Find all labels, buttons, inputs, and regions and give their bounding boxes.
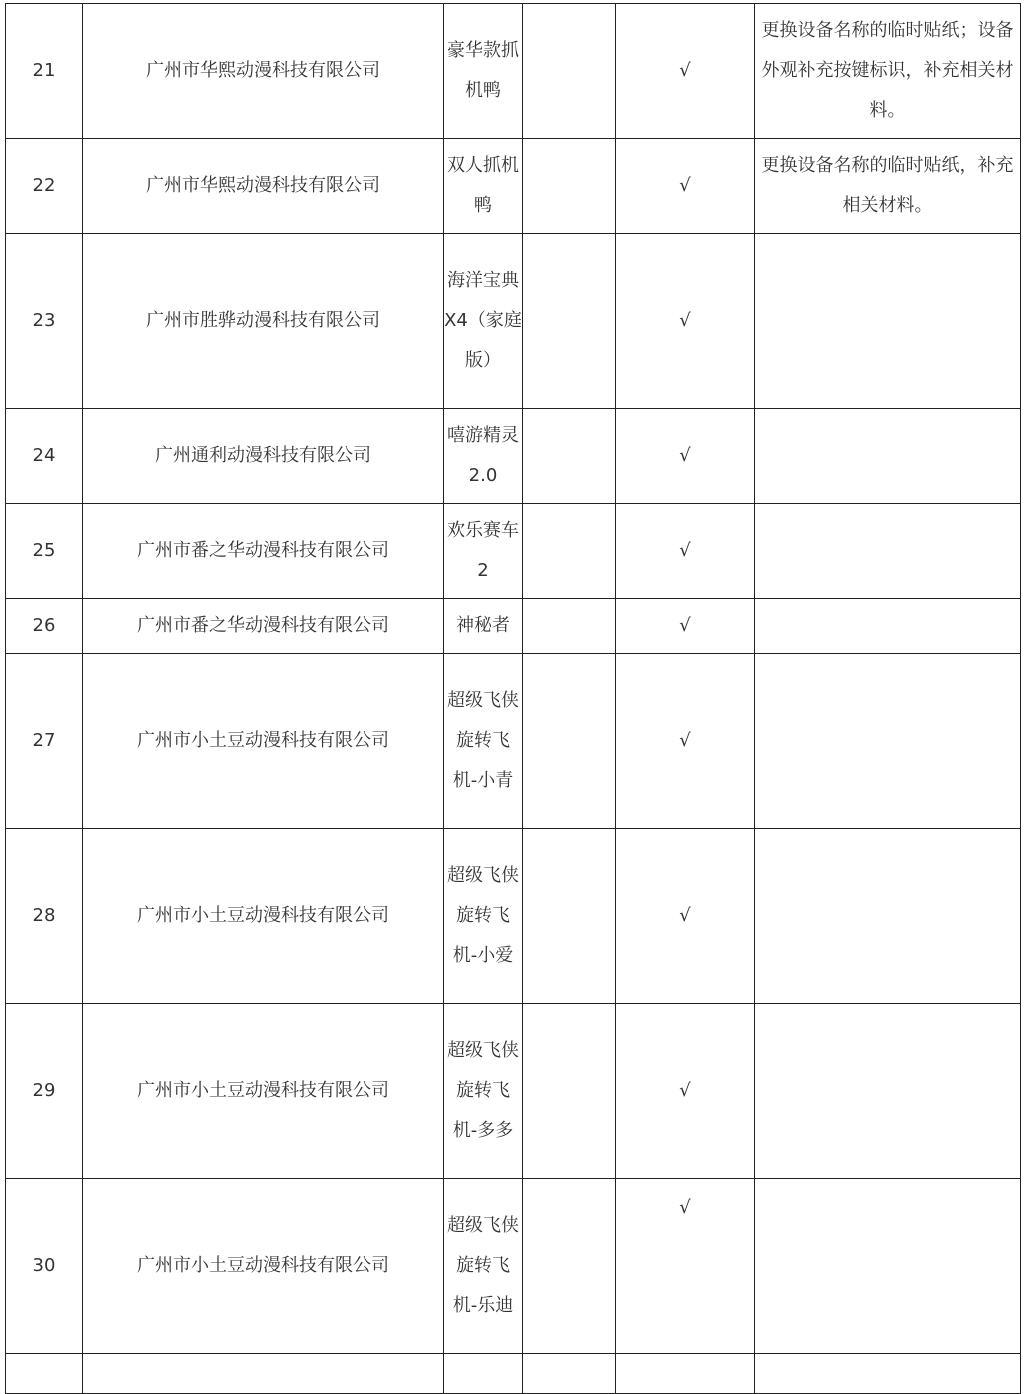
device-name: 超级飞侠旋转飞机-小爱 (444, 829, 523, 1004)
check-mark: √ (616, 409, 755, 504)
table-row (6, 504, 1021, 599)
rectification-note (755, 504, 1021, 599)
results-table (5, 3, 1021, 1394)
empty-cell (444, 1354, 523, 1394)
check-mark: √ (616, 4, 755, 139)
rectification-note (755, 654, 1021, 829)
row-number: 27 (6, 654, 83, 829)
device-name: 嘻游精灵2.0 (444, 409, 523, 504)
empty-cell (523, 409, 616, 504)
row-number: 25 (6, 504, 83, 599)
table-row (6, 4, 1021, 139)
company-name: 广州市小土豆动漫科技有限公司 (83, 1179, 444, 1354)
check-mark: √ (616, 829, 755, 1004)
company-name: 广州市小土豆动漫科技有限公司 (83, 1004, 444, 1179)
row-number: 23 (6, 234, 83, 409)
empty-cell (523, 654, 616, 829)
rectification-note: 更换设备名称的临时贴纸，补充相关材料。 (755, 139, 1021, 234)
rectification-note (755, 409, 1021, 504)
check-mark: √ (616, 654, 755, 829)
rectification-note (755, 1179, 1021, 1354)
empty-cell (523, 234, 616, 409)
empty-cell (83, 1354, 444, 1394)
device-name: 欢乐赛车2 (444, 504, 523, 599)
row-number: 22 (6, 139, 83, 234)
table-row (6, 1179, 1021, 1354)
device-name: 超级飞侠旋转飞机-小青 (444, 654, 523, 829)
row-number: 30 (6, 1179, 83, 1354)
empty-cell (523, 829, 616, 1004)
empty-cell (523, 139, 616, 234)
company-name: 广州市番之华动漫科技有限公司 (83, 504, 444, 599)
check-mark: √ (616, 599, 755, 654)
row-number: 24 (6, 409, 83, 504)
rectification-note (755, 1004, 1021, 1179)
empty-cell (523, 4, 616, 139)
company-name: 广州通利动漫科技有限公司 (83, 409, 444, 504)
rectification-note (755, 599, 1021, 654)
table-row (6, 234, 1021, 409)
empty-cell (6, 1354, 83, 1394)
empty-cell (523, 599, 616, 654)
empty-cell (523, 1179, 616, 1354)
company-name: 广州市小土豆动漫科技有限公司 (83, 654, 444, 829)
empty-cell (523, 1354, 616, 1394)
company-name: 广州市小土豆动漫科技有限公司 (83, 829, 444, 1004)
company-name: 广州市华熙动漫科技有限公司 (83, 139, 444, 234)
device-name: 超级飞侠旋转飞机-乐迪 (444, 1179, 523, 1354)
rectification-note (755, 829, 1021, 1004)
row-number: 28 (6, 829, 83, 1004)
check-mark: √ (616, 1004, 755, 1179)
device-name: 海洋宝典X4（家庭版） (444, 234, 523, 409)
row-number: 29 (6, 1004, 83, 1179)
row-number: 26 (6, 599, 83, 654)
empty-cell (616, 1354, 755, 1394)
device-name: 豪华款抓机鸭 (444, 4, 523, 139)
table-row (6, 829, 1021, 1004)
empty-cell (755, 1354, 1021, 1394)
check-mark: √ (616, 1179, 755, 1354)
company-name: 广州市华熙动漫科技有限公司 (83, 4, 444, 139)
table-row (6, 599, 1021, 654)
rectification-note: 更换设备名称的临时贴纸；设备外观补充按键标识，补充相关材料。 (755, 4, 1021, 139)
company-name: 广州市胜骅动漫科技有限公司 (83, 234, 444, 409)
device-name: 双人抓机鸭 (444, 139, 523, 234)
row-number: 21 (6, 4, 83, 139)
company-name: 广州市番之华动漫科技有限公司 (83, 599, 444, 654)
device-name: 神秘者 (444, 599, 523, 654)
table-row (6, 1004, 1021, 1179)
empty-cell (523, 1004, 616, 1179)
check-mark: √ (616, 234, 755, 409)
check-mark: √ (616, 139, 755, 234)
empty-cell (523, 504, 616, 599)
table-row (6, 654, 1021, 829)
device-name: 超级飞侠旋转飞机-多多 (444, 1004, 523, 1179)
check-mark: √ (616, 504, 755, 599)
rectification-note (755, 234, 1021, 409)
table-row-partial (6, 1354, 1021, 1394)
table-row (6, 409, 1021, 504)
table-row (6, 139, 1021, 234)
